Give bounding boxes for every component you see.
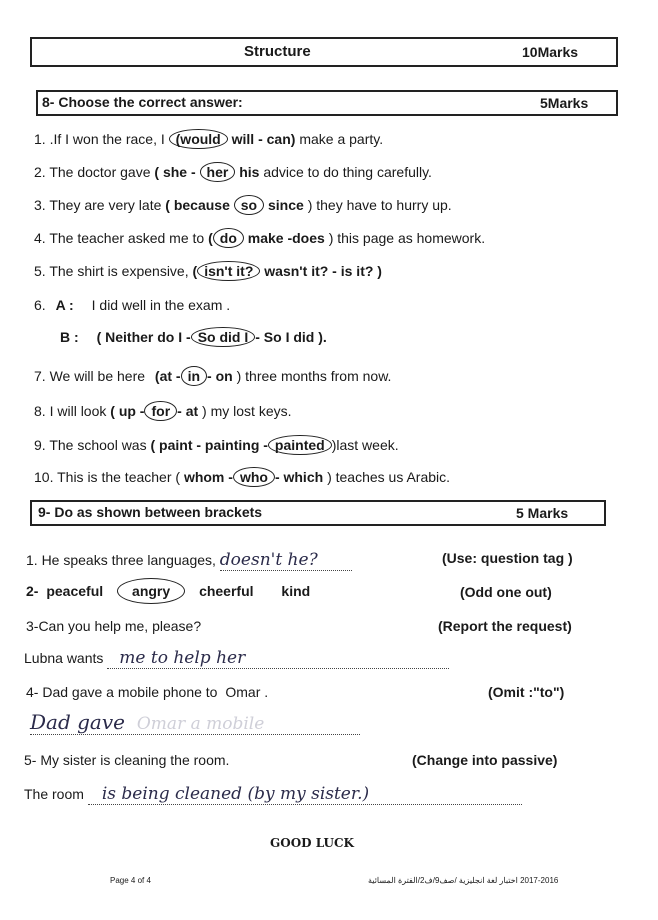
item-text: We will be here [49, 368, 146, 384]
line-label: Lubna wants [24, 650, 104, 666]
item-text: advice to do thing carefully. [263, 164, 432, 180]
item-text: ) this page as homework. [328, 230, 486, 246]
item-number: 5. [34, 263, 46, 279]
word-option: peaceful [46, 583, 104, 599]
erased-text: Omar a mobile [136, 714, 265, 734]
option-text: (at - [154, 368, 181, 384]
option-text: - at [177, 403, 199, 419]
circled-answer: for [144, 401, 177, 421]
item-text: ) they have to hurry up. [307, 197, 452, 213]
q9-answer-line-4 [30, 710, 360, 735]
header-box [30, 37, 618, 67]
word-option: kind [281, 583, 311, 599]
handwritten-answer: Dad gave [30, 710, 125, 734]
option-text: ( [192, 263, 198, 279]
option-text: his [239, 164, 260, 180]
circled-answer: So did I [191, 327, 256, 347]
item-text: )last week. [331, 437, 399, 453]
page-number: Page 4 of 4 [110, 876, 151, 885]
circled-answer: isn't it? [197, 261, 260, 281]
item-number: 2- [26, 583, 39, 599]
option-text: ( [208, 230, 213, 246]
q9-instruction-1: (Use: question tag ) [442, 550, 573, 566]
option-text: ( paint - painting - [150, 437, 268, 453]
option-text: make -does [247, 230, 325, 246]
item-number: 9. [34, 437, 46, 453]
q8-marks: 5Marks [540, 95, 589, 111]
q9-item-3: 3-Can you help me, please? [26, 618, 202, 634]
option-text: - which [274, 469, 324, 485]
q8-title: 8- Choose the correct answer: [42, 94, 243, 110]
handwritten-answer: is being cleaned (by my sister.) [88, 784, 522, 805]
option-text: whom - [183, 469, 233, 485]
item-number: 1. [34, 131, 46, 147]
option-text: ( she - [154, 164, 196, 180]
q8-item-9 [34, 437, 399, 453]
option-text: since [268, 197, 304, 213]
q8-item-10 [34, 469, 450, 485]
option-text: wasn't it? - is it? ) [264, 263, 382, 279]
option-text: ( Neither do I - [96, 329, 191, 345]
circled-answer: do [213, 228, 244, 248]
q9-instruction-4: (Omit :"to") [488, 684, 565, 700]
handwritten-answer: me to help her [107, 648, 449, 669]
q9-marks: 5 Marks [516, 505, 569, 521]
option-text: ( up - [110, 403, 145, 419]
item-text: I will look [49, 403, 107, 419]
speaker-label: A : [55, 297, 74, 313]
item-number: 7. [34, 368, 46, 384]
item-text: This is the teacher ( [57, 469, 181, 485]
item-number: 4. [34, 230, 46, 246]
q8-item-4 [34, 230, 485, 246]
item-number: 6. [34, 297, 46, 313]
item-text: make a party. [299, 131, 384, 147]
q9-item-2 [26, 583, 310, 599]
footer-exam-info: 2017-2016 اختبار لغة انجليزية /صف9/ف2/الفترة المسائية [368, 876, 559, 885]
speaker-label: B : [60, 329, 79, 345]
circled-answer: painted [268, 435, 332, 455]
circled-answer: angry [117, 578, 185, 604]
item-number: 2. [34, 164, 46, 180]
option-text: will - can) [231, 131, 296, 147]
item-text: The teacher asked me to [49, 230, 205, 246]
handwritten-answer: doesn't he? [220, 550, 352, 571]
q9-item-1 [26, 550, 352, 571]
item-text: 1. He speaks three languages, [26, 552, 216, 568]
item-number: 3. [34, 197, 46, 213]
item-text: The school was [49, 437, 147, 453]
word-option: cheerful [199, 583, 254, 599]
item-number: 10. [34, 469, 54, 485]
circled-answer: so [234, 195, 264, 215]
item-text: The shirt is expensive, [49, 263, 189, 279]
q9-item-5: 5- My sister is cleaning the room. [24, 752, 230, 768]
item-text: I did well in the exam . [91, 297, 231, 313]
item-text: Omar . [225, 684, 269, 700]
circled-answer: (would [169, 129, 228, 149]
q8-item-3 [34, 197, 452, 213]
q9-instruction-5: (Change into passive) [412, 752, 558, 768]
q8-item-6a [34, 297, 230, 313]
option-text: ( because [165, 197, 230, 213]
q8-item-5 [34, 263, 382, 279]
q8-item-1 [34, 131, 383, 147]
good-luck: GOOD LUCK [270, 836, 354, 850]
q8-item-8 [34, 403, 292, 419]
item-text: ) my lost keys. [202, 403, 292, 419]
q9-item-4 [26, 684, 268, 700]
option-text: - on [207, 368, 233, 384]
q8-item-2 [34, 164, 432, 180]
section-title: Structure [244, 43, 311, 60]
q9-header [30, 500, 606, 526]
circled-answer: her [200, 162, 236, 182]
q9-instruction-2: (Odd one out) [460, 584, 552, 600]
q9-answer-line-5 [24, 784, 522, 805]
option-text: - So I did ). [255, 329, 327, 345]
item-text: 4- Dad gave a mobile phone to [26, 684, 218, 700]
q9-instruction-3: (Report the request) [438, 618, 572, 634]
item-text: The doctor gave [49, 164, 151, 180]
item-text: ) teaches us Arabic. [327, 469, 451, 485]
item-text: ) three months from now. [236, 368, 392, 384]
q8-item-6b [60, 329, 327, 345]
circled-answer: who [233, 467, 275, 487]
item-text: They are very late [49, 197, 162, 213]
line-label: The room [24, 786, 84, 802]
section-marks: 10Marks [522, 44, 579, 60]
item-number: 8. [34, 403, 46, 419]
q8-item-7 [34, 368, 391, 384]
circled-answer: in [181, 366, 207, 386]
item-text: .If I won the race, I [49, 131, 165, 147]
q9-title: 9- Do as shown between brackets [38, 504, 263, 520]
q8-header [36, 90, 618, 116]
q9-answer-line-3 [24, 648, 449, 669]
